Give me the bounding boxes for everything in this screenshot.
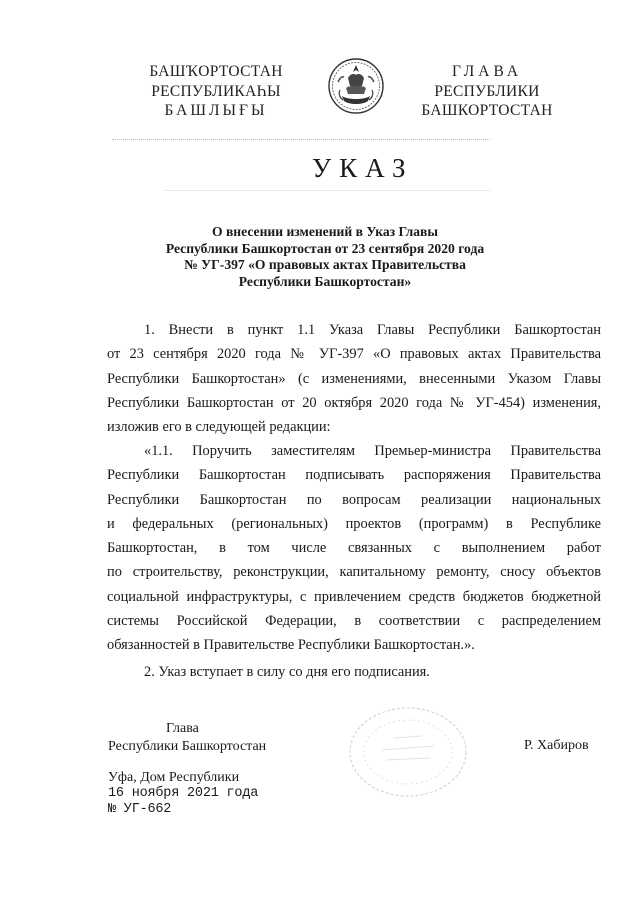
paragraph-line: Республики Башкортостан подписывать распоряжения Правительства bbox=[107, 467, 601, 484]
paragraph-line: 1. Внести в пункт 1.1 Указа Главы Республики Башкортостан bbox=[144, 322, 601, 338]
header-right-line-3: БАШКОРТОСТАН bbox=[421, 102, 553, 119]
emblem-icon bbox=[326, 56, 386, 116]
document-footer bbox=[108, 770, 258, 818]
paragraph-line: 2. Указ вступает в силу со дня его подписания. bbox=[144, 664, 430, 680]
paragraph-line: Башкортостан, в том числе связанных с выполнением работ bbox=[107, 540, 601, 557]
subject-line: № УГ-397 «О правовых актах Правительства bbox=[184, 257, 466, 272]
header-left-line-2: РЕСПУБЛИКАҺЫ bbox=[151, 82, 281, 100]
header-divider bbox=[112, 139, 490, 140]
signature-position-line-2: Республики Башкортостан bbox=[108, 739, 267, 754]
document-subject bbox=[130, 224, 520, 290]
paragraph-line: Республики Башкортостан» (с изменениями, внесенными Указом Главы bbox=[107, 370, 601, 387]
header-right-line-2: РЕСПУБЛИКИ bbox=[434, 82, 540, 100]
date: 16 ноября 2021 года bbox=[108, 786, 259, 801]
paragraph-line: от 23 сентября 2020 года № УГ-397 «О правовых актах Правительства bbox=[107, 346, 601, 363]
paragraph-3 bbox=[107, 660, 601, 684]
paragraph-line: Республики Башкортостан по вопросам реализации национальных bbox=[107, 491, 601, 508]
header-right-line-1: ГЛАВА bbox=[451, 63, 523, 80]
signature-position-line-1: Глава bbox=[166, 721, 199, 736]
paragraph-line: по строительству, реконструкции, капитальному ремонту, сносу объектов bbox=[107, 564, 601, 581]
signature-block bbox=[108, 720, 266, 756]
header-left-line-1: БАШҠОРТОСТАН bbox=[149, 63, 283, 80]
header-left-line-3: БАШЛЫҒЫ bbox=[164, 102, 268, 119]
paragraph-line: изложив его в следующей редакции: bbox=[107, 419, 331, 436]
paragraph-line: обязанностей в Правительстве Республики Башкортостан.». bbox=[107, 637, 475, 654]
document-number: № УГ-662 bbox=[108, 802, 172, 817]
paragraph-line: социальной инфраструктуры, с привлечением средств бюджетов бюджетной bbox=[107, 588, 601, 605]
paragraph-line: системы Российской Федерации, в соответствии с распределением bbox=[107, 613, 601, 630]
paragraph-line: и федеральных (региональных) проектов (программ) в Республике bbox=[107, 515, 601, 532]
document-title: УКАЗ bbox=[312, 153, 414, 183]
seal-stamp-icon bbox=[344, 702, 472, 802]
header-bashkir bbox=[136, 62, 296, 121]
subject-line: Республики Башкортостан» bbox=[238, 273, 412, 289]
title-divider bbox=[165, 190, 490, 191]
header-russian bbox=[412, 62, 562, 121]
place: Уфа, Дом Республики bbox=[108, 770, 240, 785]
signature-name: Р. Хабиров bbox=[524, 738, 589, 753]
paragraph-line: Республики Башкортостан от 20 октября 2020 года № УГ-454) изменения, bbox=[107, 394, 601, 411]
paragraph-1 bbox=[107, 318, 601, 439]
paragraph-line: «1.1. Поручить заместителям Премьер-министра Правительства bbox=[144, 443, 601, 459]
subject-line: Республики Башкортостан от 23 сентября 2020 года bbox=[165, 240, 485, 256]
subject-line: О внесении изменений в Указ Главы bbox=[211, 224, 438, 239]
paragraph-2 bbox=[107, 439, 601, 658]
